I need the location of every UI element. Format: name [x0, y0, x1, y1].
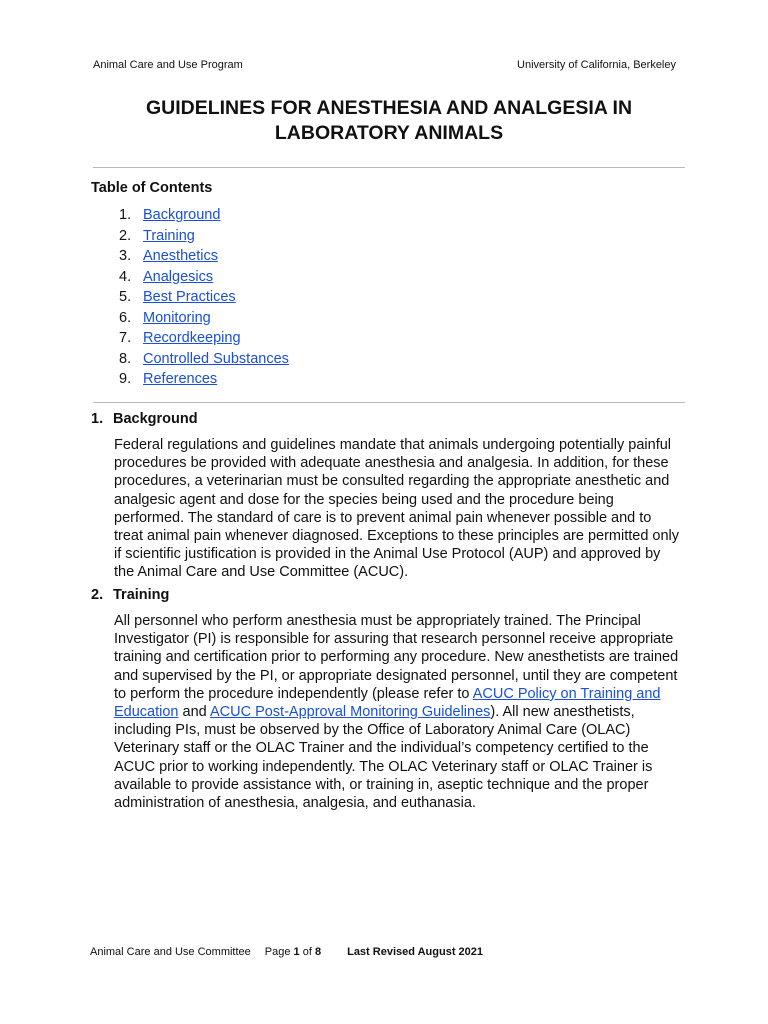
- training-paragraph: [114, 612, 684, 812]
- toc-number: 8.: [119, 350, 132, 367]
- section-number: 2.: [91, 587, 104, 603]
- footer-page-prefix: Page: [264, 946, 294, 958]
- toc-link-best-practices[interactable]: Best Practices: [143, 289, 236, 305]
- table-of-contents: [119, 205, 289, 390]
- toc-number: 1.: [119, 207, 132, 223]
- divider-top: [93, 167, 685, 168]
- footer-page-total: 8: [314, 946, 322, 958]
- toc-number: 4.: [119, 268, 132, 285]
- title-line-1: GUIDELINES FOR ANESTHESIA AND ANALGESIA IN: [145, 97, 633, 119]
- toc-item: [119, 205, 289, 226]
- toc-item: [119, 308, 289, 329]
- section-heading-background: [91, 411, 198, 427]
- footer-revised: Last Revised August 2021: [347, 946, 484, 958]
- toc-item: [119, 226, 289, 247]
- section-title: Background: [113, 411, 198, 427]
- section-heading-training: [91, 587, 169, 603]
- toc-item: [119, 328, 289, 349]
- section-title: Training: [113, 587, 170, 603]
- toc-number: 3.: [119, 248, 132, 264]
- toc-link-monitoring[interactable]: Monitoring: [143, 309, 211, 326]
- toc-link-training[interactable]: Training: [143, 227, 195, 244]
- page-footer: [90, 946, 483, 958]
- training-text-part1: All personnel who perform anesthesia must be appropriately trained. The Principal Investigator (PI) is responsible for assuring that research personnel receive appropriate training and certification prior to performing any procedure. New anesthetists are trained and supervised by the PI, or appropriate designated personnel, until they are competent to perform the procedure independently (please refer to: [114, 613, 679, 702]
- title-line-2: LABORATORY ANIMALS: [274, 122, 504, 144]
- toc-item: [119, 369, 289, 390]
- toc-number: 2.: [119, 227, 132, 244]
- header-program: Animal Care and Use Program: [93, 59, 243, 71]
- document-title: [93, 96, 685, 146]
- toc-link-controlled-substances[interactable]: Controlled Substances: [143, 350, 289, 367]
- header-university: University of California, Berkeley: [517, 59, 676, 71]
- toc-link-recordkeeping[interactable]: Recordkeeping: [143, 330, 241, 346]
- training-text-and: and: [178, 704, 210, 721]
- section-number: 1.: [91, 411, 104, 427]
- link-acuc-post-approval-monitoring[interactable]: ACUC Post-Approval Monitoring Guidelines: [209, 704, 491, 721]
- divider-toc: [93, 402, 685, 403]
- toc-number: 9.: [119, 371, 132, 387]
- toc-number: 7.: [119, 330, 132, 346]
- toc-item: [119, 287, 289, 308]
- page-header: [93, 59, 676, 71]
- toc-link-references[interactable]: References: [143, 371, 218, 387]
- footer-page-current: 1: [293, 946, 300, 958]
- footer-page-of: of: [299, 946, 315, 958]
- toc-link-anesthetics[interactable]: Anesthetics: [143, 248, 218, 264]
- footer-committee: Animal Care and Use Committee: [90, 946, 251, 958]
- training-text-part2: ). All new anesthetists, including PIs, must be observed by the Office of Laboratory Animal Care (OLAC) Veterinary staff or the OLAC Trainer and the individual’s competency certified to the ACUC prior to working independently. The OLAC Veterinary staff or OLAC Trainer is available to provide assistance with, or training in, aseptic technique and the proper administration of anesthesia, analgesia, and euthanasia.: [114, 704, 653, 812]
- background-paragraph: Federal regulations and guidelines mandate that animals undergoing potentially painful procedures be provided with adequate anesthesia and analgesia. In addition, for these procedures, a veterinarian must be consulted regarding the appropriate anesthetic and analgesic agent and dose for the species being used and the procedure being performed. The standard of care is to prevent animal pain whenever possible and to treat animal pain whenever diagnosed. Exceptions to these principles are permitted only if scientific justification is provided in the Animal Use Protocol (AUP) and approved by the Animal Care and Use Committee (ACUC).: [114, 437, 680, 581]
- toc-link-analgesics[interactable]: Analgesics: [143, 268, 214, 285]
- toc-item: [119, 246, 289, 267]
- toc-item: [119, 349, 289, 370]
- toc-number: 5.: [119, 289, 132, 305]
- link-acuc-policy-training[interactable]: ACUC Policy on Training and Education: [114, 685, 661, 721]
- toc-heading: Table of Contents: [91, 180, 213, 196]
- toc-number: 6.: [119, 309, 132, 326]
- toc-item: [119, 267, 289, 288]
- toc-link-background[interactable]: Background: [143, 207, 221, 223]
